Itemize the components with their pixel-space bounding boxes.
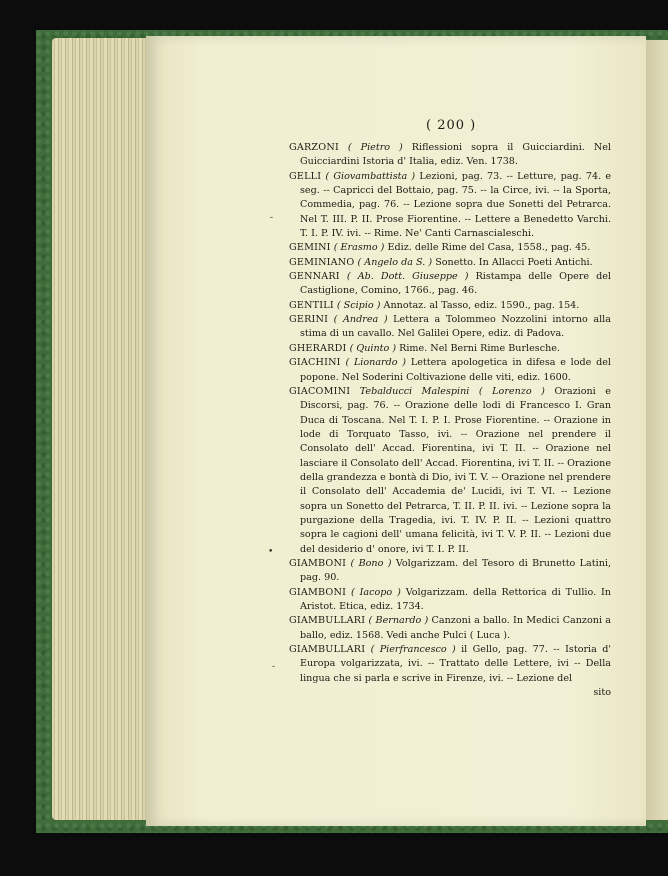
index-entry: GELLI ( Giovambattista ) Lezioni, pag. 73. -- Letture, pag. 74. e seg. -- Capricci del Bottaio, pag. 75. -- la Circe, ivi. -- la Sporta, Commedia, pag. 76. -- Lezione sopra due Sonetti del Petrarca. Nel T. III. P. II. Prose Fiorentine. -- Lettere a Benedetto Varchi. T. I. P. IV. ivi. -- Rime. Ne' Canti Carnascialeschi.: [289, 170, 612, 240]
index-entry: GIAMBULLARI ( Pierfrancesco ) il Gello, pag. 77. -- Istoria d' Europa volgarizzata, ivi. -- Trattato delle Lettere, ivi -- Della lingua che si parla e scrive in Firenze, ivi. -- Lezione del: [289, 644, 611, 684]
catchword: sito: [593, 687, 611, 699]
index-text: [289, 141, 611, 700]
index-entry: GENTILI ( Scipio ) Annotaz. al Tasso, ediz. 1590., pag. 154.: [289, 299, 580, 311]
index-entry: GIACOMINI Tebalducci Malespini ( Lorenzo ) Orazioni e Discorsi, pag. 76. -- Orazione delle lodi di Francesco I. Gran Duca di Toscana. Nel T. I. P. I. Prose Fiorentine. -- Orazione in lode di Torquato Tasso, ivi. -- Orazione nel prendere il Consolato dell' Accad. Fiorentina, ivi T. II. -- Orazione nel lasciare il Consolato dell' Accad. Fiorentina, ivi T. II. -- Orazione della grandezza e bontà di Dio, ivi T. V. -- Orazione nel prendere il Consolato dell' Accademia de' Lucidi, ivi T. VI. -- Lezione sopra un Sonetto del Petrarca, T. II. P. II. ivi. -- Lezione sopra la purgazione della Tragedia, ivi. T. IV. P. II. -- Lezioni quattro sopra le cagioni dell' umana felicità, ivi T. V. P. II. -- Lezioni due del desiderio d' onore, ivi T. I. P. II.: [289, 385, 611, 555]
index-entry: GARZONI ( Pietro ) Riflessioni sopra il Guicciardini. Nel Guicciardini Istoria d' Italia, ediz. Ven. 1738.: [289, 142, 611, 168]
facing-page-edge: [646, 40, 668, 820]
index-entry: GEMINI ( Erasmo ) Ediz. delle Rime del Casa, 1558., pag. 45.: [289, 242, 591, 254]
index-entry: GIAMBONI ( Bono ) Volgarizzam. del Tesoro di Brunetto Latini, pag. 90.: [289, 557, 611, 584]
index-entry: GHERARDI ( Quinto ) Rime. Nel Berni Rime Burlesche.: [289, 342, 560, 354]
margin-mark: -: [270, 213, 274, 223]
page-number: ( 200 ): [426, 118, 477, 133]
index-entry: GIACHINI ( Lionardo ) Lettera apologetica in difesa e lode del popone. Nel Soderini Coltivazione delle viti, ediz. 1600.: [289, 357, 611, 383]
index-entry: GIAMBONI ( Iacopo ) Volgarizzam. della Rettorica di Tullio. In Aristot. Etica, ediz. 1734.: [289, 586, 611, 612]
margin-mark: •: [268, 547, 274, 557]
page-edges: [52, 38, 152, 820]
margin-mark: -: [272, 662, 276, 672]
index-entry: GENNARI ( Ab. Dott. Giuseppe ) Ristampa delle Opere del Castiglione, Comino, 1766., pag. 46.: [289, 271, 611, 297]
index-entry: GEMINIANO ( Angelo da S. ) Sonetto. In Allacci Poeti Antichi.: [289, 256, 593, 268]
index-entry: GERINI ( Andrea ) Lettera a Tolommeo Nozzolini intorno alla stima di un cavallo. Nel Galilei Opere, ediz. di Padova.: [289, 314, 611, 340]
index-entry: GIAMBULLARI ( Bernardo ) Canzoni a ballo. In Medici Canzoni a ballo, ediz. 1568. Vedi anche Pulci ( Luca ).: [289, 615, 611, 641]
